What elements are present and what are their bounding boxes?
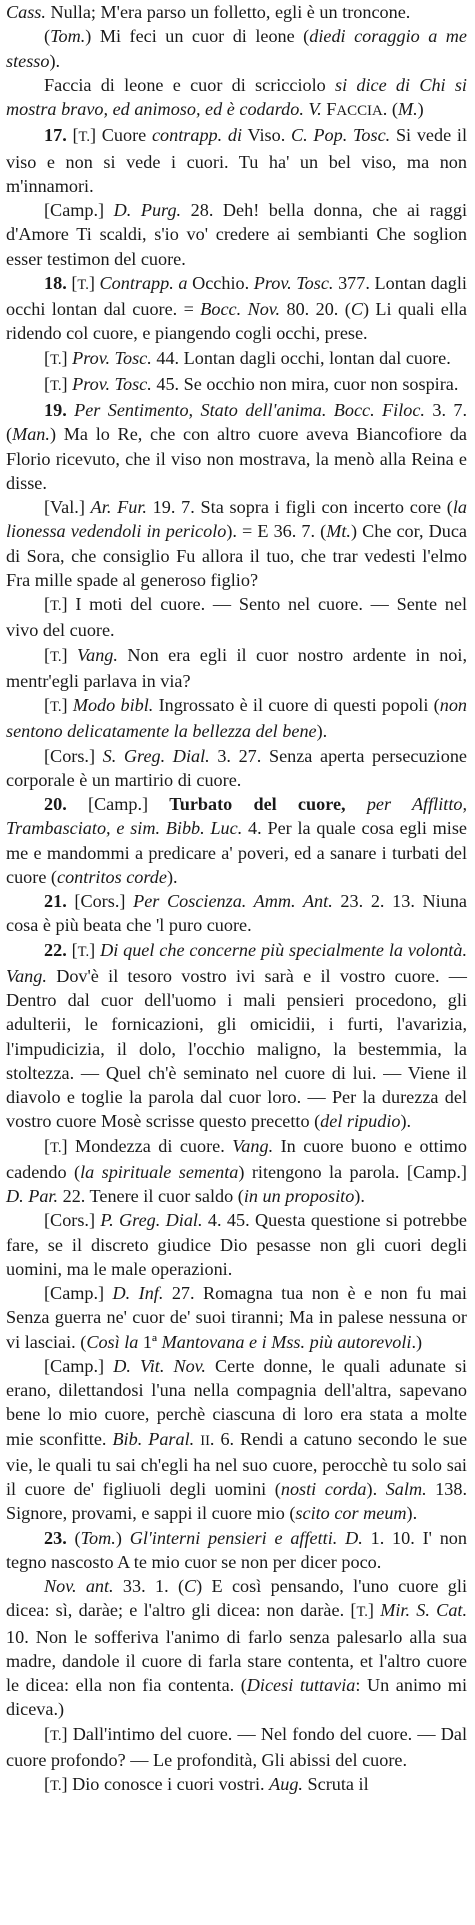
entry-paragraph: [Cors.] S. Greg. Dial. 3. 27. Senza aperta persecuzione corporale è un martirio di cuore. <box>6 745 467 790</box>
entry-paragraph: 20. [Camp.] Turbato del cuore, per Afflitto, Trambasciato, e sim. Bibb. Luc. 4. Per la quale cosa egli mise me e mandommi a predicare a' poveri, ed a sanare i turbati del cuore (contritos corde). <box>6 794 468 887</box>
entry-paragraph: Faccia di leone e cuor di scricciolo si dice di Chi si mostra bravo, ed animoso, ed è codardo. V. FACCIA. (M.) <box>6 74 467 119</box>
entry-paragraph: 17. [T.] Cuore contrapp. di Viso. C. Pop. Tosc. Si vede il viso e non si vede i cuori. Tu ha' un bel viso, ma non m'innamori. <box>6 125 468 196</box>
entry-paragraph: 23. (Tom.) Gl'interni pensieri e affetti. D. 1. 10. I' non tegno nascosto A te mio cuor se non per dicer poco. <box>6 1527 467 1572</box>
entry-paragraph: [T.] Dall'intimo del cuore. — Nel fondo del cuore. — Dal cuore profondo? — Le profondità, Gli abissi del cuore. <box>6 1723 467 1770</box>
dictionary-entry-text <box>6 0 467 1798</box>
entry-paragraph: [Val.] Ar. Fur. 19. 7. Sta sopra i figli con incerto core (la lionessa vedendoli in pericolo). = E 36. 7. (Mt.) Che cor, Duca di Sora, che consiglio Fu allora il tuo, che trar vedesti l'elmo Fra mille spade al generoso figlio? <box>6 497 468 590</box>
entry-paragraph: 18. [T.] Contrapp. a Occhio. Prov. Tosc. 377. Lontan dagli occhi lontan dal cuore. = Bocc. Nov. 80. 20. (C) Li quali ella ridendo col cuore, e piangendo cogli occhi, prese. <box>6 272 467 344</box>
entry-paragraph: [T.] Modo bibl. Ingrossato è il cuore di questi popoli (non sentono delicatamente la bellezza del bene). <box>6 695 467 742</box>
entry-paragraph: Cass. Nulla; M'era parso un folletto, egli è un troncone. <box>6 2 411 22</box>
entry-paragraph: (Tom.) Mi feci un cuor di leone (diedi coraggio a me stesso). <box>6 26 467 71</box>
entry-paragraph: 22. [T.] Di quel che concerne più specialmente la volontà. Vang. Dov'è il tesoro vostro ivi sarà e il vostro cuore. — Dentro dal cuor dell'uomo i mali pensieri procedono, gli adulterii, le fornicazioni, gli omicidii, i furti, l'avarizia, l'impudicizia, il dolo, l'occhio maligno, la bestemmia, la stoltezza. — Quel ch'è seminato nel cuore di lui. — Viene il diavolo e toglie la parola dal cuor loro. — Per la durezza del vostro cuore Mosè scrisse questo precetto (del ripudio). <box>6 939 467 1132</box>
entry-paragraph: [T.] I moti del cuore. — Sento nel cuore. — Sente nel vivo del cuore. <box>6 594 467 641</box>
entry-paragraph: [Camp.] D. Inf. 27. Romagna tua non è e non fu mai Senza guerra ne' cuor de' suoi tiranni; Ma in palese nessuna or vi lasciai. (Così la 1ª Mantovana e i Mss. più autorevoli.) <box>6 1283 467 1352</box>
entry-paragraph: 21. [Cors.] Per Coscienza. Amm. Ant. 23. 2. 13. Niuna cosa è più beata che 'l puro cuore. <box>6 891 467 936</box>
entry-paragraph: [Cors.] P. Greg. Dial. 4. 45. Questa questione si potrebbe fare, se il discreto giudice Dio pesasse non gli cuori degli uomini, ma le male operazioni. <box>6 1210 467 1279</box>
entry-paragraph: [T.] Prov. Tosc. 44. Lontan dagli occhi, lontan dal cuore. <box>44 347 451 368</box>
entry-paragraph: [T.] Dio conosce i cuori vostri. Aug. Scruta il <box>44 1774 369 1794</box>
entry-paragraph: [Camp.] D. Vit. Nov. Certe donne, le quali adunate si erano, dilettandosi l'una nella compagnia dell'altra, sapevano bene lo mio cuore, perchè ciascuna di loro era stata a molte mie sconfitte. Bib. Paral. II. 6. Rendi a catuno secondo le sue vie, le quali tu sai ch'egli ha nel suo cuore, perocchè tu solo sai il cuore de' figliuoli degli uomini (nosti corda). Salm. 138. Signore, provami, e sappi il cuore mio (scito cor meum). <box>6 1355 468 1524</box>
entry-paragraph: Nov. ant. 33. 1. (C) E così pensando, l'uno cuore gli dicea: sì, daràe; e l'altro gli dicea: non daràe. [T.] Mir. S. Cat. 10. Non le sofferiva l'animo di farlo senza palesarlo alla sua madre, dandole il cuore di farla stare contenta, et l'altro cuore le dicea: ella non fia contenta. (Dicesi tuttavia: Un animo mi diceva.) <box>6 1576 468 1720</box>
entry-paragraph: [Camp.] D. Purg. 28. Deh! bella donna, che ai raggi d'Amore Ti scaldi, s'io vo' credere ai sembianti Che soglion esser testimon del cuore. <box>6 200 467 269</box>
entry-paragraph: [T.] Vang. Non era egli il cuor nostro ardente in noi, mentr'egli parlava in via? <box>6 644 467 691</box>
entry-paragraph: 19. Per Sentimento, Stato dell'anima. Bocc. Filoc. 3. 7. (Man.) Ma lo Re, che con altro cuore aveva Biancofiore da Florio ricevuto, che il viso non mostrava, la menò alla Reina e disse. <box>6 400 468 493</box>
entry-paragraph: [T.] Mondezza di cuore. Vang. In cuore buono e ottimo cadendo (la spirituale sementa) ritengono la parola. [Camp.] D. Par. 22. Tenere il cuor saldo (in un proposito). <box>6 1135 467 1206</box>
entry-paragraph: [T.] Prov. Tosc. 45. Se occhio non mira, cuor non sospira. <box>44 373 459 394</box>
